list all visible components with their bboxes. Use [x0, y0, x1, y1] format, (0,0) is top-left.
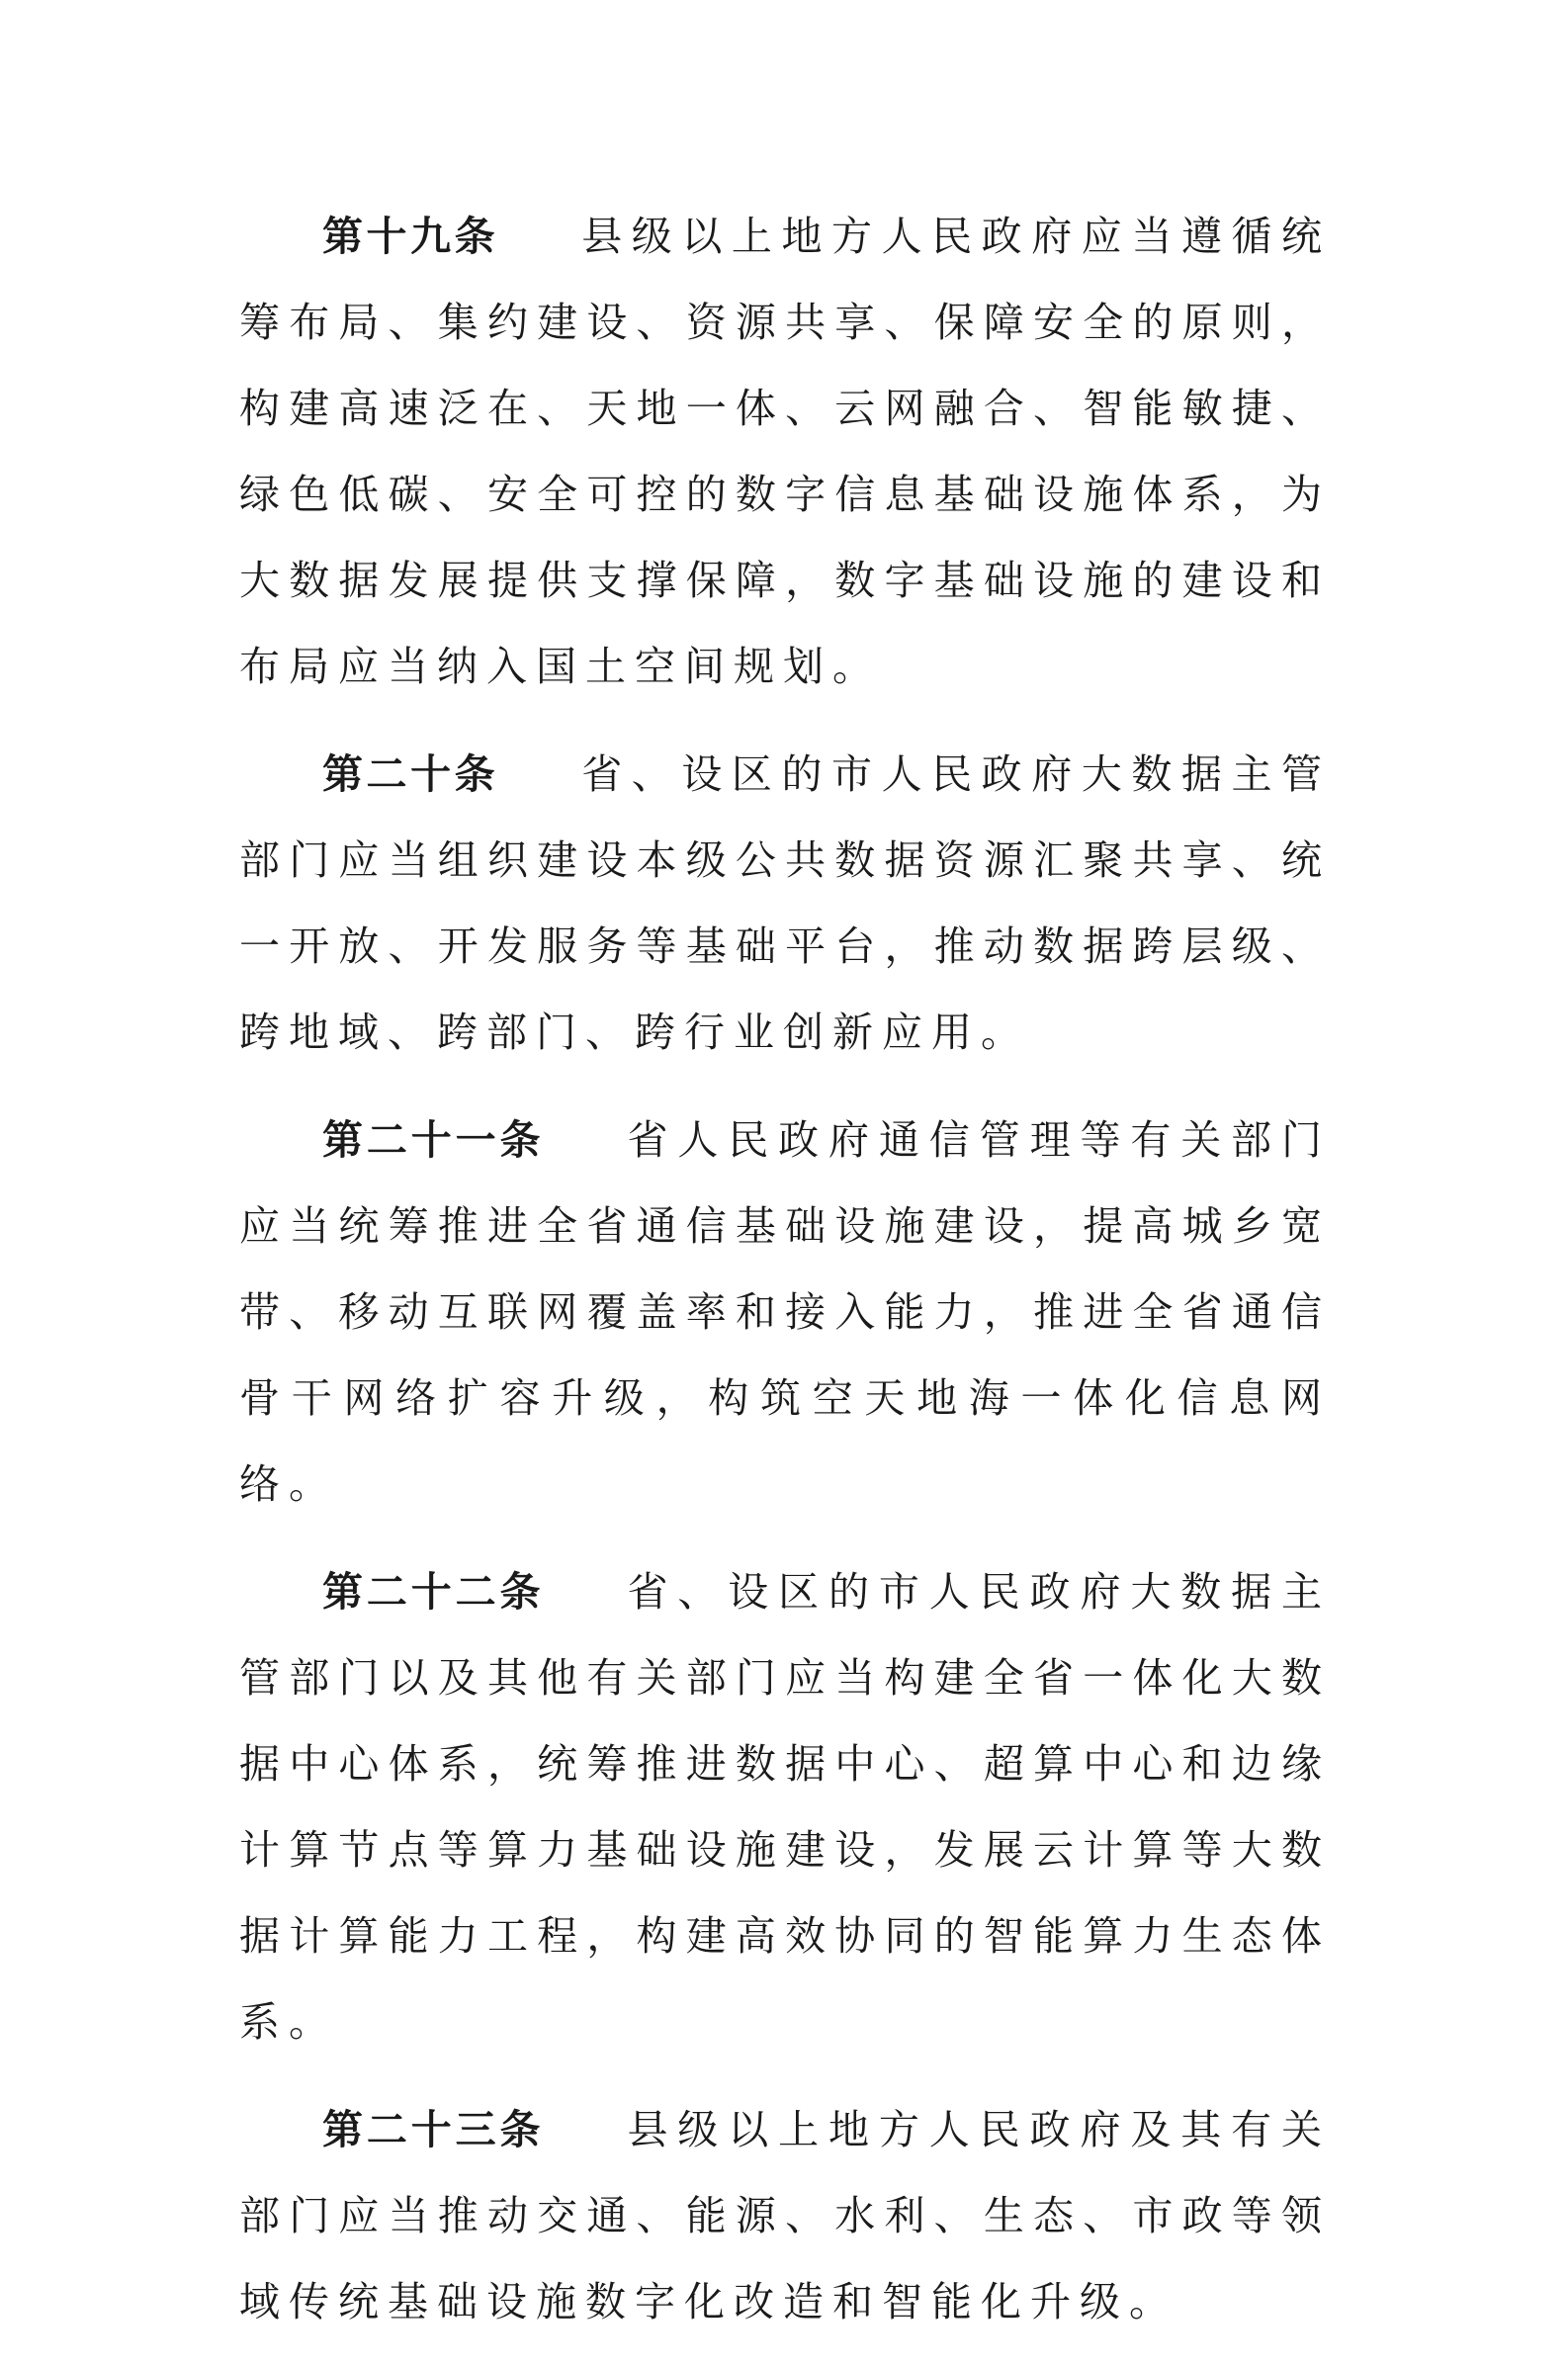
article-23	[239, 2087, 1331, 2345]
article-title: 第二十一条	[322, 1116, 545, 1164]
article-21	[239, 1097, 1331, 1528]
article-title: 第二十三条	[322, 2106, 545, 2153]
article-20	[239, 732, 1331, 1076]
article-22	[239, 1549, 1331, 2065]
article-title: 第二十二条	[322, 1568, 545, 1616]
document-body	[239, 194, 1331, 2367]
article-title: 第二十条	[322, 750, 499, 798]
article-body: 省、设区的市人民政府大数据主管部门应当组织建设本级公共数据资源汇聚共享、统一开放、开发服务等基础平台，推动数据跨层级、跨地域、跨部门、跨行业创新应用。	[239, 750, 1332, 1056]
article-19	[239, 194, 1331, 710]
article-body: 省、设区的市人民政府大数据主管部门以及其他有关部门应当构建全省一体化大数据中心体系，统筹推进数据中心、超算中心和边缘计算节点等算力基础设施建设，发展云计算等大数据计算能力工程，构建高效协同的智能算力生态体系。	[239, 1568, 1332, 2046]
article-body: 县级以上地方人民政府及其有关部门应当推动交通、能源、水利、生态、市政等领域传统基础设施数字化改造和智能化升级。	[239, 2106, 1332, 2325]
article-body: 省人民政府通信管理等有关部门应当统筹推进全省通信基础设施建设，提高城乡宽带、移动互联网覆盖率和接入能力，推进全省通信骨干网络扩容升级，构筑空天地海一体化信息网络。	[239, 1116, 1332, 1508]
article-body: 县级以上地方人民政府应当遵循统筹布局、集约建设、资源共享、保障安全的原则，构建高速泛在、天地一体、云网融合、智能敏捷、绿色低碳、安全可控的数字信息基础设施体系，为大数据发展提供支撑保障，数字基础设施的建设和布局应当纳入国土空间规划。	[239, 213, 1332, 690]
article-title: 第十九条	[322, 213, 499, 260]
